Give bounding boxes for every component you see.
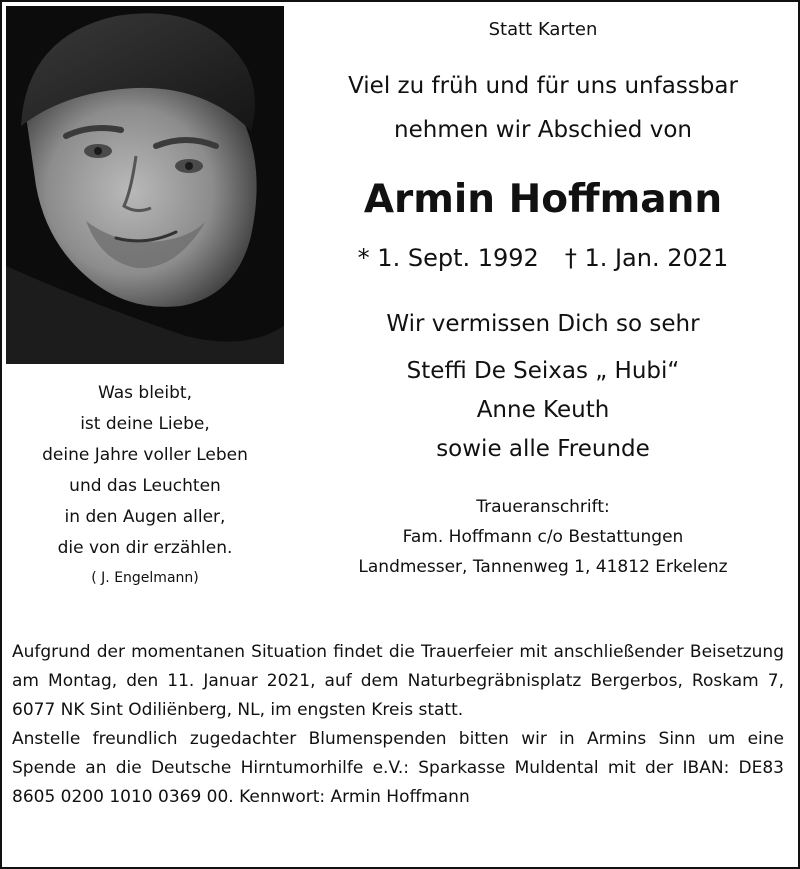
mourners-list	[290, 352, 796, 469]
poem-line: ist deine Liebe,	[80, 414, 210, 434]
intro-line: nehmen wir Abschied von	[394, 117, 692, 143]
funeral-info	[12, 638, 784, 812]
address-line: Traueranschrift:	[476, 497, 610, 517]
poem-line: und das Leuchten	[69, 476, 221, 496]
missing-line: Wir vermissen Dich so sehr	[386, 311, 700, 337]
intro-text	[290, 64, 796, 152]
portrait-illustration	[6, 6, 284, 364]
donation-paragraph: Anstelle freundlich zugedachter Blumenspenden bitten wir in Armins Sinn um eine Spende an die Deutsche Hirntumorhilfe e.V.: Sparkasse Muldental mit der IBAN: DE83 8605 0200 1010 0369 00. Kennwort: Armin Hoffmann	[12, 729, 784, 807]
pre-label: Statt Karten	[488, 19, 598, 40]
deceased-name: Armin Hoffmann	[363, 177, 723, 222]
birth-date: * 1. Sept. 1992	[357, 244, 539, 272]
mourning-address	[290, 492, 796, 582]
portrait-photo	[6, 6, 284, 364]
address-line: Fam. Hoffmann c/o Bestattungen	[402, 527, 684, 547]
intro-line: Viel zu früh und für uns unfassbar	[348, 73, 738, 99]
death-date: † 1. Jan. 2021	[564, 244, 729, 272]
funeral-details-paragraph: Aufgrund der momentanen Situation findet die Trauerfeier mit anschließender Beisetzung am Montag, den 11. Januar 2021, auf dem Naturbegräbnisplatz Bergerbos, Roskam 7, 6077 NK Sint Odiliënberg, NL, im engsten Kreis statt.	[12, 642, 784, 720]
poem-line: in den Augen aller,	[64, 507, 226, 527]
poem	[0, 378, 290, 590]
poem-line: deine Jahre voller Leben	[42, 445, 248, 465]
poem-line: Was bleibt,	[98, 383, 192, 403]
mourner-name: Steffi De Seixas „ Hubi“	[406, 358, 680, 384]
life-dates	[290, 238, 796, 278]
poem-author: ( J. Engelmann)	[91, 570, 199, 586]
mourner-name: sowie alle Freunde	[436, 436, 650, 462]
poem-line: die von dir erzählen.	[57, 538, 233, 558]
address-line: Landmesser, Tannenweg 1, 41812 Erkelenz	[358, 557, 728, 577]
mourner-name: Anne Keuth	[476, 397, 610, 423]
